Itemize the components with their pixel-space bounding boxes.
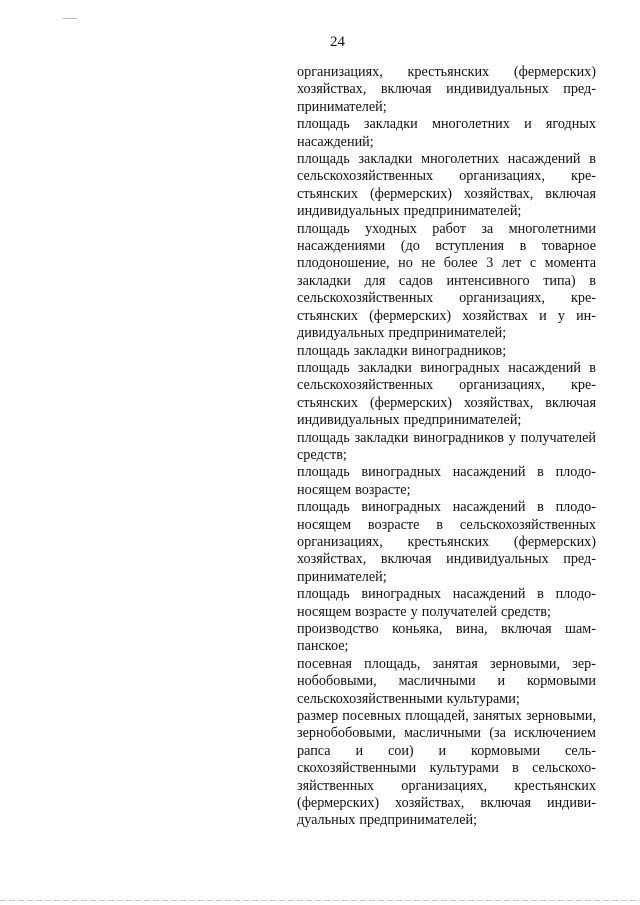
list-item: площадь виноградных насаждений в плодоносящем возрасте у получателей средств;	[297, 586, 596, 620]
list-item: площадь закладки многолетних насаждений в сельскохозяйственных организациях, крестьянских (фермерских) хозяйствах, включая индивидуальных предпринимателей;	[297, 151, 596, 220]
scan-artifact-edge	[0, 900, 640, 901]
list-item: посевная площадь, занятая зерновыми, зернобобовыми, масличными и кормовыми сельскохозяйственными культурами;	[297, 655, 596, 707]
list-item: площадь уходных работ за многолетними насаждениями (до вступления в товарное плодоношение, но не более 3 лет с момента закладки для садов интенсивного типа) в сельскохозяйственных организациях, крестьянских (фермерских) хозяйствах и у индивидуальных предпринимателей;	[297, 220, 596, 342]
scan-artifact-mark	[63, 18, 77, 19]
list-item: производство коньяка, вина, включая шампанское;	[297, 621, 596, 655]
list-item: организациях, крестьянских (фермерских) хозяйствах, включая индивидуальных предпринимателей;	[297, 64, 596, 115]
list-item: площадь закладки виноградных насаждений в сельскохозяйственных организациях, крестьянских (фермерских) хозяйствах, включая индивидуальных предпринимателей;	[297, 359, 596, 429]
list-item: площадь закладки виноградников;	[297, 342, 507, 359]
list-item: площадь виноградных насаждений в плодоносящем возрасте в сельскохозяйственных организациях, крестьянских (фермерских) хозяйствах, включая индивидуальных предпринимателей;	[297, 499, 596, 585]
text-column	[297, 64, 596, 830]
page-number: 24	[330, 34, 345, 50]
list-item: площадь виноградных насаждений в плодоносящем возрасте;	[297, 464, 596, 498]
list-item: площадь закладки виноградников у получателей средств;	[297, 429, 596, 463]
list-item: площадь закладки многолетних и ягодных насаждений;	[297, 116, 596, 150]
list-item: размер посевных площадей, занятых зерновыми, зернобобовыми, масличными (за исключением рапса и сои) и кормовыми сельскохозяйственными культурами в сельскохозяйственных организациях, крестьянских (фермерских) хозяйствах, включая индивидуальных предпринимателей;	[297, 708, 596, 829]
